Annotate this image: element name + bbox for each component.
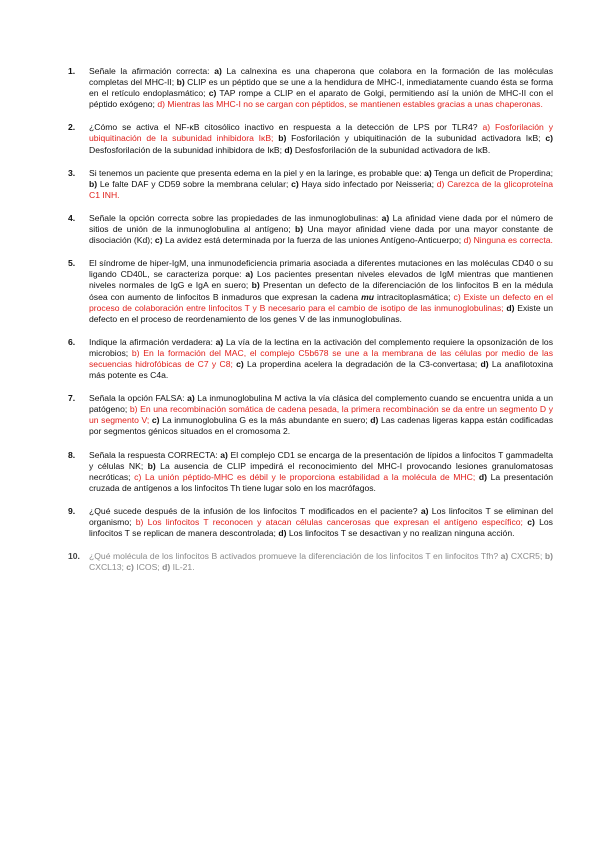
question-text-segment: ¿Qué molécula de los linfocitos B activados promueve la diferenciación de los linfocitos T en linfocitos Tfh? [89, 551, 501, 562]
option-letter: c) [291, 178, 299, 189]
question-text-segment: La calnexina es una chaperona que colabora en la formación de las moléculas completas del MHC-II; [89, 66, 553, 88]
question-item [68, 66, 553, 110]
question-text-segment: ¿Qué sucede después de la infusión de los linfocitos T modificados en el paciente? [89, 505, 421, 516]
question-item [68, 506, 553, 539]
question-text-segment: Los linfocitos T se eliminan del organismo; [89, 505, 553, 527]
question-text-segment: Una mayor afinidad viene dada por una mayor constante de disociación (Kd); [89, 224, 553, 246]
question-text-segment: Señala la opción FALSA: [89, 393, 188, 404]
question-text-segment: ¿Cómo se activa el NF-κB citosólico inactivo en respuesta a la detección de LPS por TLR4? [89, 122, 483, 133]
option-letter: a) [500, 551, 509, 562]
question-item [68, 213, 553, 246]
question-text-segment: La ausencia de CLIP impedirá el reconocimiento del MHC-I provocando lesiones granulomatosas necróticas; [89, 460, 553, 482]
highlighted-answer: a) Fosforilación y ubiquitinación de la subunidad inhibidora IκB; [89, 122, 553, 144]
question-text-segment: Le falte DAF y CD59 sobre la membrana celular; [97, 178, 292, 189]
highlighted-answer: d) Ninguna es correcta. [463, 235, 553, 246]
question-number: 6. [68, 336, 76, 347]
question-number: 4. [68, 212, 76, 223]
highlighted-answer: c) La unión péptido-MHC es débil y le proporciona estabilidad a la molécula de MHC; [134, 471, 476, 482]
question-text [89, 122, 553, 155]
question-item [68, 551, 553, 573]
option-letter: b) [544, 551, 553, 562]
highlighted-answer: d) Mientras las MHC-I no se cargan con péptidos, se mantienen estables gracias a unas chaperonas. [157, 99, 543, 110]
question-item [68, 337, 553, 381]
question-text-segment: Desfosforilación de la subunidad activadora de IκB. [292, 144, 491, 155]
question-text-segment: CLIP es un péptido que se une a la hendidura de MHC-I, inmediatamente cuando ésta se forma en el retículo endoplasmático; [89, 77, 553, 99]
option-letter: b) [147, 460, 156, 471]
option-letter: d) [478, 471, 487, 482]
question-text-segment: Desfosforilación de la subunidad inhibidora de IκB; [89, 144, 285, 155]
option-letter: c) [236, 358, 244, 369]
highlighted-answer: d) Carezca de la glicoproteína C1 INH. [89, 178, 553, 200]
option-letter: c) [151, 415, 160, 426]
question-text-segment: La vía de la lectina en la activación del complemento requiere la opsonización de los microbios; [89, 336, 553, 358]
question-number: 10. [68, 551, 80, 562]
question-text-segment: Presentan un defecto de la diferenciación de los linfocitos B en la médula ósea con aumento de linfocitos B inmaduros que expresan la cadena [89, 280, 553, 302]
question-text-segment: TAP rompe a CLIP en el aparato de Golgi, permitiendo así la unión de MHC-II con el péptido exógeno; [89, 88, 553, 110]
question-list [68, 66, 553, 585]
option-letter: b) [278, 133, 287, 144]
question-text-segment: Señala la respuesta CORRECTA: [89, 449, 221, 460]
question-text-segment: CXCL13; [89, 562, 127, 573]
question-text-segment: Indique la afirmación verdadera: [89, 336, 216, 347]
question-text [89, 258, 553, 325]
option-letter: c) [126, 562, 134, 573]
option-letter: b) [251, 280, 260, 291]
question-text [89, 393, 553, 437]
option-letter: b) [89, 178, 98, 189]
option-letter: c) [154, 235, 163, 246]
option-letter: a) [424, 167, 432, 178]
option-letter: d) [162, 562, 171, 573]
question-number: 2. [68, 122, 76, 133]
question-text [89, 337, 553, 381]
question-text-segment: La presentación cruzada de antígenos a los linfocitos Th tiene lugar solo en los macrófagos. [89, 471, 553, 493]
question-item [68, 450, 553, 494]
option-letter: c) [545, 133, 553, 144]
question-item [68, 122, 553, 155]
option-letter: d) [278, 528, 287, 539]
question-number: 9. [68, 505, 76, 516]
highlighted-answer: b) En la formación del MAC, el complejo C5b678 se une a la membrana de las células por medio de las secuencias hidrofóbicas de C7 y C8; [89, 347, 554, 369]
question-text-segment: ICOS; [133, 562, 163, 573]
option-letter: a) [420, 505, 429, 516]
question-item [68, 393, 553, 437]
question-text-segment: Señale la opción correcta sobre las propiedades de las inmunoglobulinas: [89, 212, 382, 223]
option-letter: a) [187, 393, 195, 404]
question-item [68, 168, 553, 201]
question-text [89, 450, 553, 494]
option-letter: a) [220, 449, 228, 460]
option-letter: a) [245, 269, 254, 280]
question-text-segment: El síndrome de hiper-IgM, una inmunodeficiencia primaria asociada a diferentes mutaciones en las moléculas CD40 o su ligando CD40L, se caracteriza porque: [89, 258, 553, 280]
highlighted-answer: c) Existe un defecto en el proceso de colaboración entre linfocitos T y B necesario para el cambio de isotipo de las inmunoglobulinas; [89, 291, 553, 313]
question-text-segment: Los linfocitos T se replican de manera descontrolada; [89, 517, 553, 539]
question-number: 3. [68, 167, 76, 178]
question-text-segment: Fosforilación y ubiquitinación de la subunidad activadora IκB; [286, 133, 546, 144]
question-text-segment: El complejo CD1 se encarga de la presentación de lípidos a linfocitos T gammadelta y células NK; [89, 449, 553, 471]
option-letter: c) [208, 88, 217, 99]
question-text [89, 551, 553, 573]
question-text-segment: Los pacientes presentan niveles elevados de IgM mientras que mantienen niveles normales de IgG e IgA en suero; [89, 269, 554, 291]
option-letter: a) [381, 212, 390, 223]
question-number: 1. [68, 66, 76, 76]
question-text-segment: La inmunoglobulina M activa la vía clásica del complemento cuando se encuentra unida a un patógeno; [89, 393, 553, 415]
question-text-segment: Existe un defecto en el proceso de reordenamiento de los genes V de las inmunoglobulinas. [89, 302, 553, 324]
option-letter: c) [527, 517, 535, 527]
highlighted-answer: b) En una recombinación somática de cadena pesada, la primera recombinación se da entre un segmento D y un segmento V; [89, 404, 553, 426]
question-text [89, 168, 553, 201]
option-letter: b) [176, 77, 185, 88]
question-text-segment: Señale la afirmación correcta: [89, 66, 215, 76]
option-letter: b) [294, 224, 304, 235]
option-letter: a) [215, 336, 224, 347]
question-text [89, 506, 553, 539]
question-item [68, 258, 553, 325]
question-text-segment: La afinidad viene dada por el número de sitios de unión de la inmunoglobulina al antígeno; [89, 212, 554, 235]
italic-term: mu [361, 291, 375, 302]
question-text [89, 66, 553, 110]
question-text-segment: La inmunoglobulina G es la más abundante en suero; [159, 415, 371, 426]
question-text-segment: Los linfocitos T se desactivan y no realizan ninguna acción. [286, 528, 515, 539]
option-letter: d) [480, 358, 489, 369]
highlighted-answer: b) Los linfocitos T reconocen y atacan células cancerosas que expresan el antígeno específico; [135, 517, 523, 527]
option-letter: a) [214, 66, 222, 76]
question-text-segment: La properdina acelera la degradación de la C3-convertasa; [243, 358, 481, 369]
question-number: 5. [68, 258, 76, 269]
question-text-segment: Tenga un deficit de Properdina; [431, 167, 553, 178]
question-text-segment: Las cadenas ligeras kappa están codificadas por segmentos génicos situados en el cromosoma 2. [89, 415, 554, 437]
question-text-segment: Haya sido infectado por Neisseria; [298, 178, 437, 189]
question-text-segment: IL-21. [170, 562, 195, 573]
option-letter: d) [506, 302, 515, 313]
question-text-segment: CXCR5; [508, 551, 545, 562]
question-text-segment: intracitoplasmática; [374, 291, 454, 302]
question-number: 8. [68, 449, 76, 460]
option-letter: d) [370, 415, 379, 426]
question-text-segment: Si tenemos un paciente que presenta edema en la piel y en la laringe, es probable que: [89, 167, 425, 178]
question-number: 7. [68, 393, 76, 404]
option-letter: d) [284, 144, 293, 155]
question-text [89, 213, 553, 246]
question-text-segment: La anafilotoxina más potente es C4a. [89, 358, 553, 381]
question-text-segment: La avidez está determinada por la fuerza de las uniones Antígeno-Anticuerpo; [162, 235, 464, 246]
